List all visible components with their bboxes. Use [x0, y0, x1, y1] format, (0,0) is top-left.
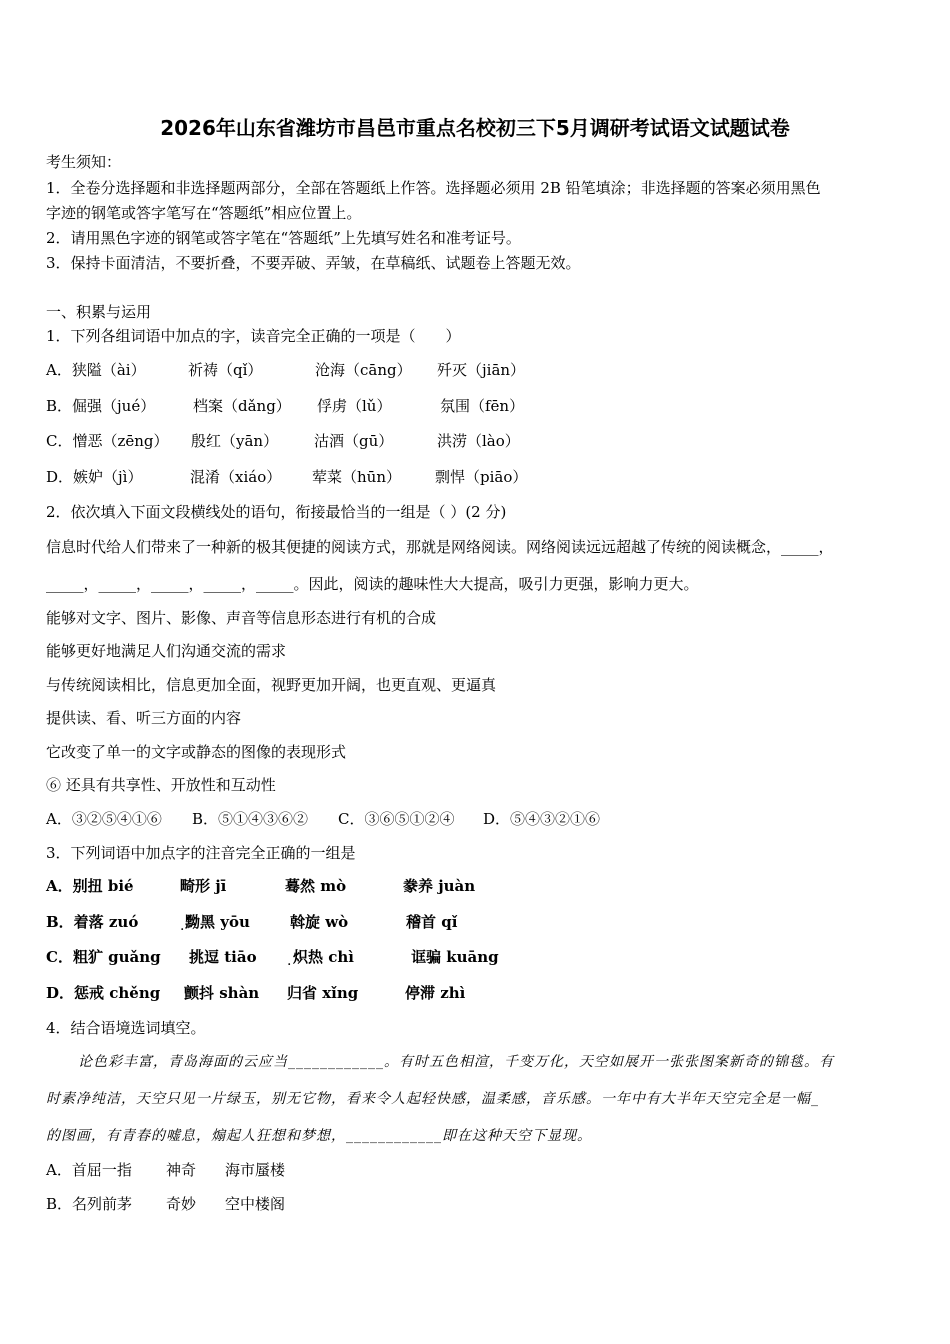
q3-a-4: 豢养 juàn [403, 877, 476, 895]
q1-a-2: 祈祷（qǐ） [188, 361, 263, 379]
q1-a-4: 歼灭（jiān） [437, 361, 526, 379]
q3-a-1: A．别扭 bié [46, 877, 134, 895]
q1-a-1: A．狭隘（ài） [46, 361, 146, 379]
q4-b-2: 奇妙 [166, 1195, 197, 1213]
q4-stem: 4．结合语境选词填空。 [46, 1019, 206, 1037]
q2-stem: 2．依次填入下面文段横线处的语句，衔接最恰当的一组是（ ）(2 分) [46, 503, 507, 521]
q3-c-2: 挑逗 tiāo [189, 948, 257, 966]
notice-item-1b: 字迹的钢笔或答字笔写在“答题纸”相应位置上。 [46, 204, 362, 222]
emphasis-dot-icon: · [180, 922, 185, 938]
q1-b-1: B．倔强（jué） [46, 397, 156, 415]
q1-a-3: 沧海（cāng） [315, 361, 412, 379]
notice-heading: 考生须知： [46, 153, 122, 171]
q2-item-5: 它改变了单一的文字或静态的图像的表现形式 [46, 743, 347, 761]
q2-item-1: 能够对文字、图片、影像、声音等信息形态进行有机的合成 [46, 609, 437, 627]
q4-a-2: 神奇 [166, 1161, 197, 1179]
q4-b-3: 空中楼阁 [225, 1195, 286, 1213]
notice-item-2: 2．请用黑色字迹的钢笔或答字笔在“答题纸”上先填写姓名和准考证号。 [46, 229, 521, 247]
q2-para-1: 信息时代给人们带来了一种新的极其便捷的阅读方式，那就是网络阅读。网络阅读远远超越了传统的阅读概念，_____， [46, 538, 834, 556]
q1-c-2: 殷红（yān） [191, 432, 279, 450]
q3-d-2: 颤抖 shàn [184, 984, 260, 1002]
q1-b-3: 俘虏（lǔ） [317, 397, 392, 415]
q1-c-1: C．憎恶（zēng） [46, 432, 169, 450]
q2-item-4: 提供读、看、听三方面的内容 [46, 709, 242, 727]
q4-para-2: 时素净纯洁，天空只见一片绿玉，别无它物，看来令人起轻快感，温柔感，音乐感。一年中有大半年天空完全是一幅_ [46, 1091, 819, 1107]
q3-a-3: 蓦然 mò [285, 877, 347, 895]
q4-a-1: A．首屈一指 [46, 1161, 132, 1179]
q1-d-2: 混淆（xiáo） [190, 468, 282, 486]
q3-c-1: C．粗犷 guǎng [46, 948, 161, 966]
q1-c-3: 沽酒（gū） [314, 432, 394, 450]
q2-answer-d: D．⑤④③②①⑥ [483, 810, 601, 828]
q2-answer-a: A．③②⑤④①⑥ [46, 810, 162, 828]
q3-b-1: B．着落 zuó [46, 913, 139, 931]
notice-item-1a: 1．全卷分选择题和非选择题两部分，全部在答题纸上作答。选择题必须用 2B 铅笔填涂；非选择题的答案必须用黑色 [46, 179, 821, 197]
q1-b-2: 档案（dǎng） [193, 397, 291, 415]
section-heading: 一、积累与运用 [46, 303, 152, 321]
q3-b-2: 黝黑 yōu [185, 913, 250, 931]
q1-d-4: 剽悍（piāo） [435, 468, 528, 486]
q3-b-3: 斡旋 wò [290, 913, 349, 931]
q3-a-2: 畸形 jī [180, 877, 227, 895]
q3-c-4: 诓骗 kuāng [411, 948, 499, 966]
notice-item-3: 3．保持卡面清洁，不要折叠，不要弄破、弄皱，在草稿纸、试题卷上答题无效。 [46, 254, 581, 272]
q3-b-4: 稽首 qǐ [406, 913, 458, 931]
q3-d-1: D．惩戒 chěng [46, 984, 161, 1002]
emphasis-dot-icon: · [287, 957, 292, 973]
q4-a-3: 海市蜃楼 [225, 1161, 286, 1179]
q3-stem: 3．下列词语中加点字的注音完全正确的一组是 [46, 844, 356, 862]
q2-answer-c: C．③⑥⑤①②④ [338, 810, 455, 828]
q3-d-4: 停滞 zhì [405, 984, 466, 1002]
q2-item-3: 与传统阅读相比，信息更加全面，视野更加开阔，也更直观、更逼真 [46, 676, 497, 694]
q1-stem: 1．下列各组词语中加点的字，读音完全正确的一项是（ ） [46, 327, 461, 345]
q2-answer-b: B．⑤①④③⑥② [192, 810, 309, 828]
q1-c-4: 洪涝（lào） [437, 432, 520, 450]
q3-c-3: 炽热 chì [293, 948, 354, 966]
q2-item-2: 能够更好地满足人们沟通交流的需求 [46, 642, 287, 660]
q3-d-3: 归省 xǐng [287, 984, 359, 1002]
q1-b-4: 氛围（fēn） [440, 397, 525, 415]
q1-d-1: D．嫉妒（jì） [46, 468, 143, 486]
page-title: 2026年山东省潍坊市昌邑市重点名校初三下5月调研考试语文试题试卷 [160, 116, 790, 140]
q4-para-1: 论色彩丰富，青岛海面的云应当____________。有时五色相渲，千变万化，天空如展开一张张图案新奇的锦毯。有 [78, 1054, 834, 1070]
q4-para-3: 的图画，有青春的嘘息，煽起人狂想和梦想，____________即在这种天空下显现。 [46, 1128, 592, 1144]
q2-item-6: ⑥ 还具有共享性、开放性和互动性 [46, 776, 276, 794]
q4-b-1: B．名列前茅 [46, 1195, 133, 1213]
q1-d-3: 荤菜（hūn） [312, 468, 401, 486]
q2-para-2: _____，_____，_____，_____，_____。因此，阅读的趣味性大大提高，吸引力更强，影响力更大。 [46, 575, 699, 593]
